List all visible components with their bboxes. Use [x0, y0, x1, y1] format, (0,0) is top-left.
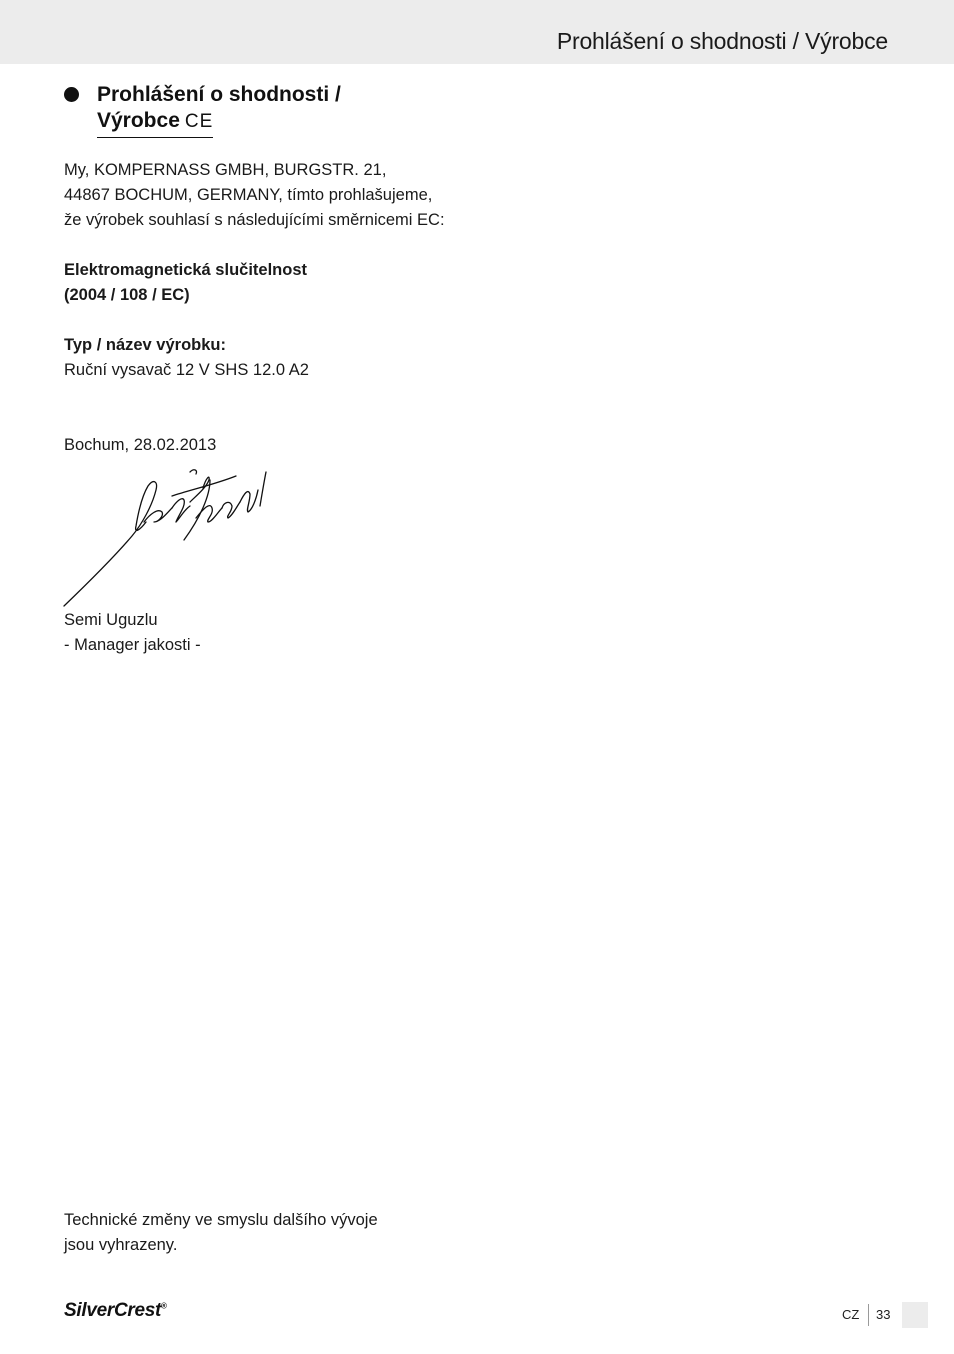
declaration-line-3: že výrobek souhlasí s následujícími směrnicemi EC: [64, 211, 445, 229]
footer-tab-box [902, 1302, 928, 1328]
declaration-text [64, 158, 445, 233]
place-date: Bochum, 28.02.2013 [64, 436, 217, 454]
declaration-line-1: My, KOMPERNASS GMBH, BURGSTR. 21, [64, 161, 387, 179]
brand-logo [64, 1300, 167, 1322]
section-title-line2: Výrobce [97, 109, 180, 132]
ce-mark-icon: CE [184, 111, 214, 132]
footer-language: CZ [842, 1307, 860, 1322]
product-label: Typ / název výrobku: [64, 336, 226, 354]
disclaimer-line-1: Technické změny ve smyslu dalšího vývoje [64, 1211, 378, 1229]
product-block [64, 333, 309, 383]
product-value: Ruční vysavač 12 V SHS 12.0 A2 [64, 361, 309, 379]
signatory-role: - Manager jakosti - [64, 636, 201, 654]
directive-line-2: (2004 / 108 / EC) [64, 286, 190, 304]
section-title [97, 82, 437, 138]
section-title-line1: Prohlášení o shodnosti / [97, 83, 341, 106]
page-number: 33 [876, 1307, 891, 1322]
disclaimer-line-2: jsou vyhrazeny. [64, 1236, 178, 1254]
footer-divider [868, 1304, 869, 1326]
declaration-line-2: 44867 BOCHUM, GERMANY, tímto prohlašujeme, [64, 186, 433, 204]
brand-logo-text: SilverCrest [64, 1300, 162, 1321]
section-title-line2-wrap [97, 108, 213, 138]
bullet-icon [64, 87, 79, 102]
disclaimer-block [64, 1208, 378, 1258]
directive-line-1: Elektromagnetická slučitelnost [64, 261, 307, 279]
page-title: Prohlášení o shodnosti / Výrobce [556, 28, 888, 54]
brand-reg-mark: ® [161, 1301, 167, 1311]
signatory-block [64, 608, 201, 658]
signatory-name: Semi Uguzlu [64, 611, 158, 629]
signature-image [60, 466, 270, 610]
directive-block [64, 258, 307, 308]
